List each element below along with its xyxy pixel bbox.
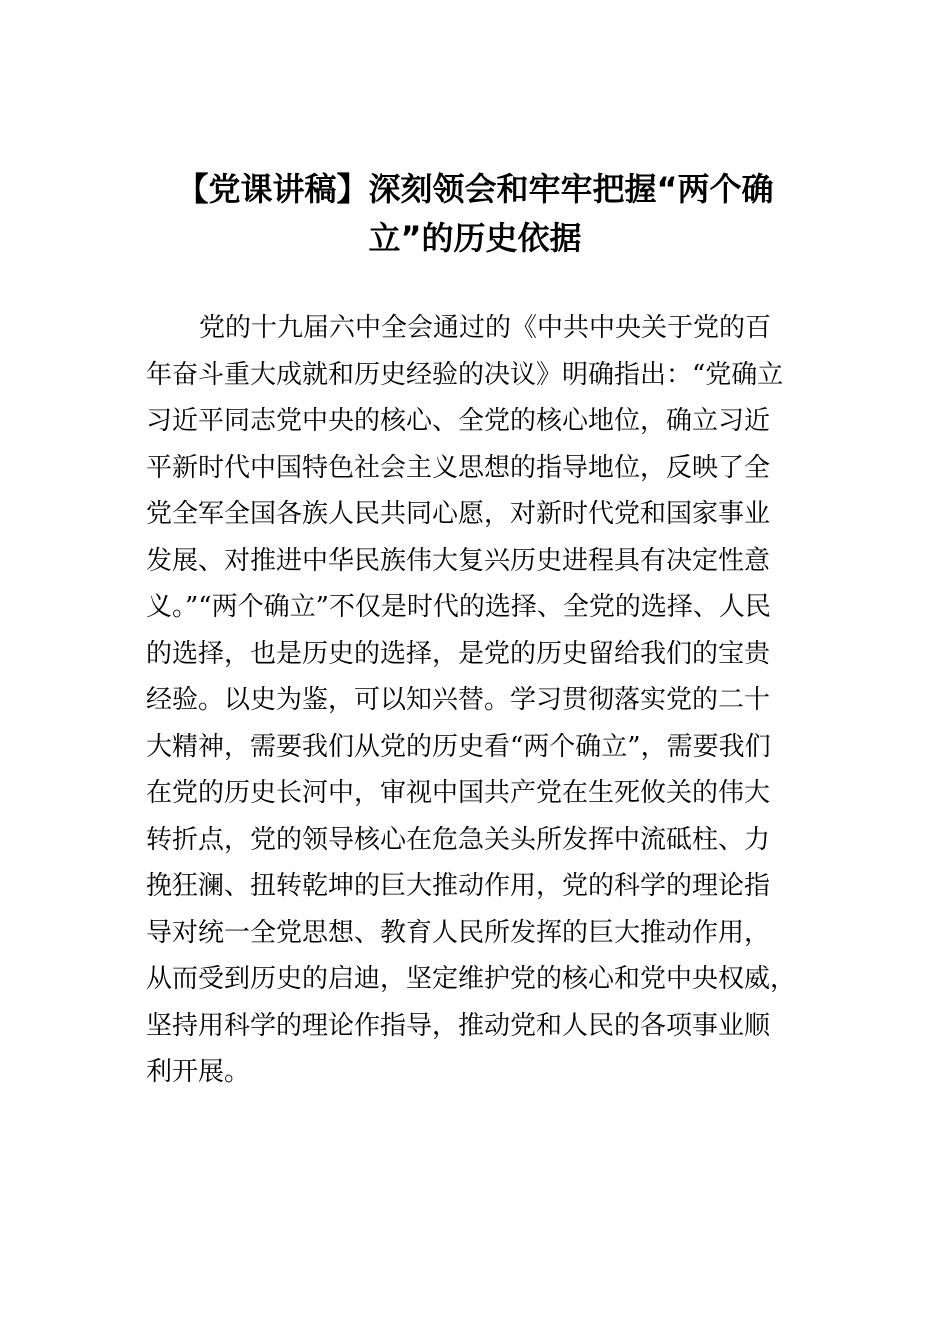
paragraph-line: 利开展。 [146, 1057, 251, 1087]
paragraph-line: 年奋斗重大成就和历史经验的决议》明确指出：“党确立 [146, 359, 784, 390]
paragraph-line: 义。”“两个确立”不仅是时代的选择、全党的选择、人民 [146, 592, 771, 622]
paragraph-line: 经验。以史为鉴，可以知兴替。学习贯彻落实党的二十 [146, 685, 771, 715]
paragraph-line: 党全军全国各族人民共同心愿，对新时代党和国家事业 [146, 499, 771, 529]
paragraph-line: 坚持用科学的理论作指导，推动党和人民的各项事业顺 [146, 1010, 771, 1041]
paragraph-line: 大精神，需要我们从党的历史看“两个确立”，需要我们 [146, 731, 771, 762]
paragraph-line: 习近平同志党中央的核心、全党的核心地位，确立习近 [146, 406, 771, 436]
paragraph-line: 导对统一全党思想、教育人民所发挥的巨大推动作用， [146, 917, 771, 948]
body-paragraph [146, 305, 846, 1096]
document-title [120, 165, 830, 263]
title-line-2: 立”的历史依据 [368, 219, 582, 257]
paragraph-line: 发展、对推进中华民族伟大复兴历史进程具有决定性意 [146, 545, 771, 576]
paragraph-line: 的选择，也是历史的选择，是党的历史留给我们的宝贵 [146, 638, 771, 669]
paragraph-line: 从而受到历史的启迪，坚定维护党的核心和党中央权威， [146, 964, 797, 994]
paragraph-line: 挽狂澜、扭转乾坤的巨大推动作用，党的科学的理论指 [146, 871, 771, 901]
paragraph-line: 平新时代中国特色社会主义思想的指导地位，反映了全 [146, 452, 771, 483]
paragraph-line: 转折点，党的领导核心在危急关头所发挥中流砥柱、力 [146, 824, 771, 855]
title-line-1: 【党课讲稿】深刻领会和牢牢把握“两个确 [176, 170, 774, 208]
paragraph-line: 党的十九届六中全会通过的《中共中央关于党的百 [199, 313, 772, 343]
paragraph-line: 在党的历史长河中，审视中国共产党在生死攸关的伟大 [146, 778, 771, 808]
